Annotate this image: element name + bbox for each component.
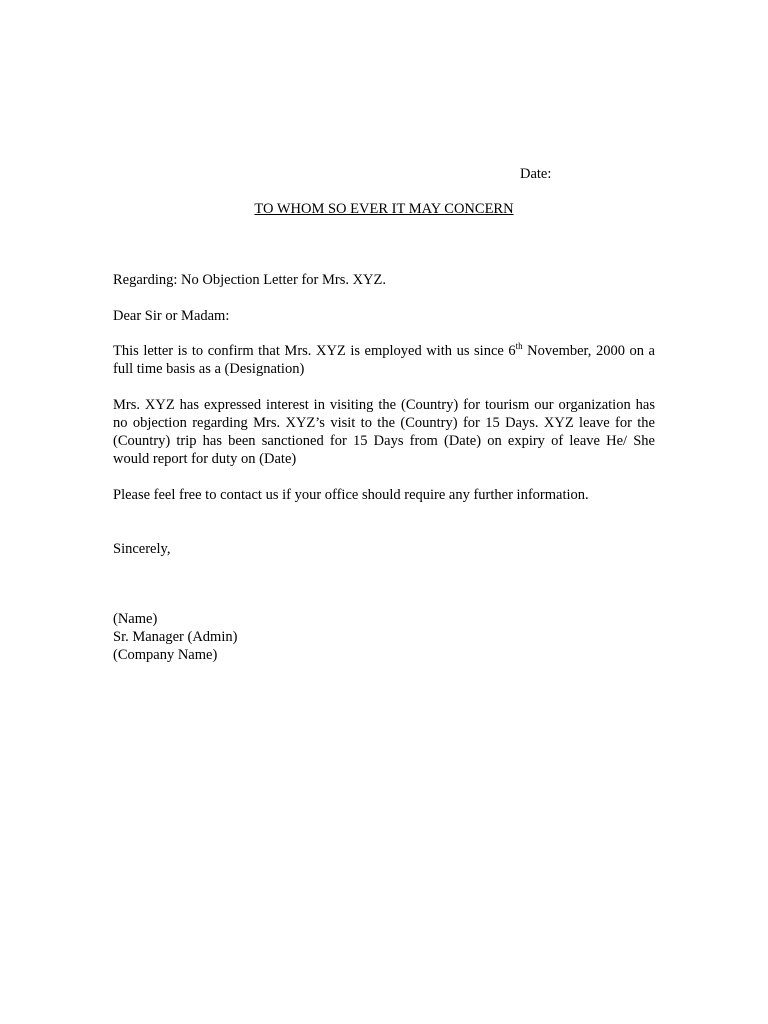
date-label: Date:: [520, 166, 552, 182]
paragraph-visit: Mrs. XYZ has expressed interest in visiting the (Country) for tourism our organization has no objection regarding Mrs. XYZ’s visit to the (Country) for 15 Days. XYZ leave for the (Country) trip has been sanctioned for 15 Days from (Date) on expiry of leave He/ She would report for duty on (Date): [113, 397, 655, 467]
company-name: (Company Name): [113, 647, 218, 663]
letter-heading: TO WHOM SO EVER IT MAY CONCERN: [254, 201, 514, 217]
paragraph-employment-start: This letter is to confirm that Mrs. XYZ is employed with us since 6: [113, 343, 516, 359]
paragraph-contact: Please feel free to contact us if your office should require any further information.: [113, 487, 589, 503]
signatory-title: Sr. Manager (Admin): [113, 629, 238, 645]
letter-salutation: Dear Sir or Madam:: [113, 308, 230, 324]
signatory-name: (Name): [113, 611, 158, 627]
ordinal-suffix: th: [515, 341, 523, 352]
paragraph-employment: [113, 342, 655, 378]
letter-subject: Regarding: No Objection Letter for Mrs. XYZ.: [113, 272, 387, 288]
letter-closing: Sincerely,: [113, 541, 171, 557]
paragraph-employment-end: November, 2000 on a full time basis as a (Designation): [113, 343, 655, 377]
signature-block: [113, 610, 655, 664]
